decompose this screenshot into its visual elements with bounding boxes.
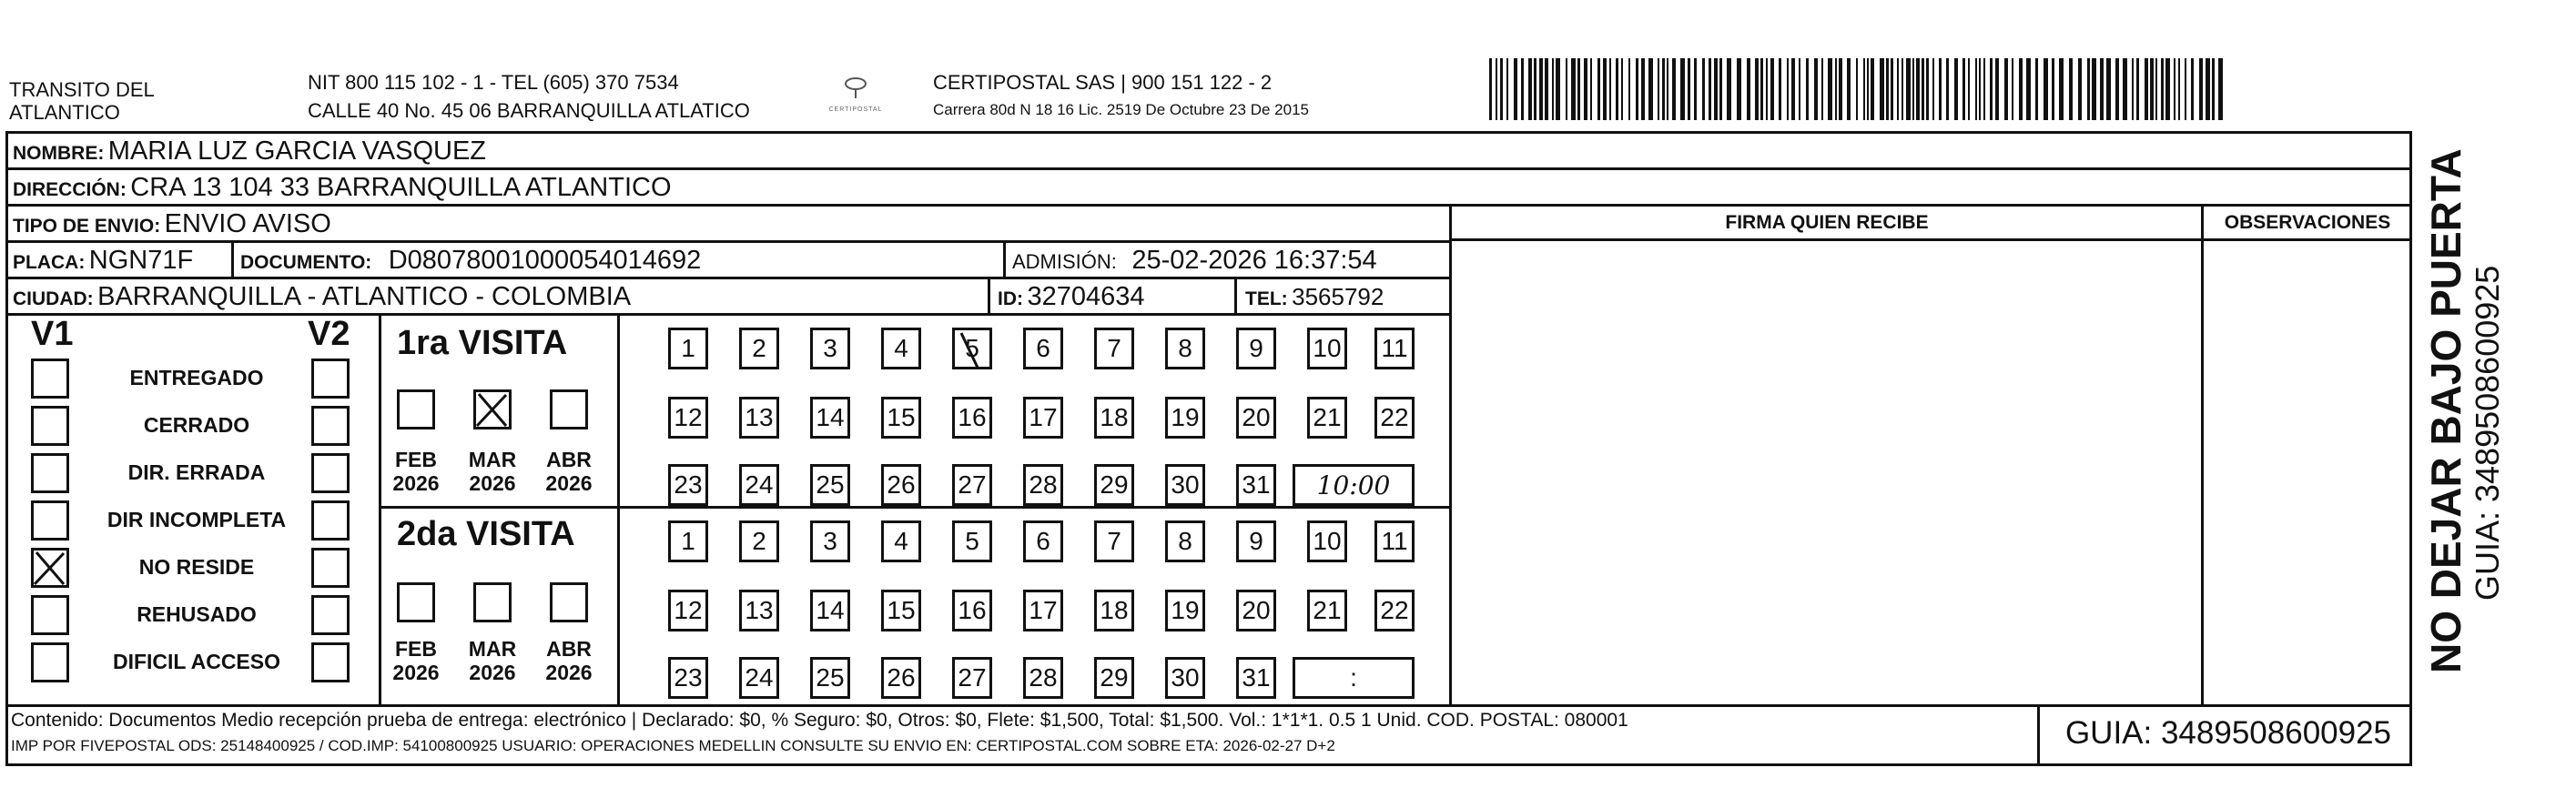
- month-year: 2026: [392, 661, 440, 684]
- barcode-bar: [1916, 58, 1920, 120]
- month-checkbox[interactable]: [473, 582, 512, 622]
- barcode-bar: [2136, 58, 2139, 120]
- month-checkbox[interactable]: [397, 389, 435, 429]
- barcode-bar: [1489, 58, 1492, 120]
- firma-header: [1453, 207, 2201, 239]
- barcode-bar: [1939, 58, 1942, 120]
- barcode-bar: [2206, 58, 2210, 120]
- documento-cell: [235, 243, 701, 278]
- sender-line-2: ATLANTICO: [9, 101, 120, 124]
- day-box[interactable]: 19: [1165, 397, 1205, 439]
- day-box[interactable]: 29: [1094, 657, 1134, 699]
- barcode-bar: [1891, 58, 1893, 120]
- day-box[interactable]: 31: [1236, 657, 1276, 699]
- x-mark-icon: [473, 389, 512, 429]
- barcode-bar: [2069, 58, 2073, 120]
- divider: [1003, 240, 1006, 278]
- divider: [379, 313, 381, 706]
- company-line: CERTIPOSTAL SAS | 900 151 122 - 2: [933, 71, 1273, 94]
- certipostal-logo: [817, 75, 894, 120]
- barcode-bar: [2026, 58, 2031, 120]
- first-visit-title: 1ra VISITA: [397, 324, 568, 362]
- tel-cell: [1240, 279, 1384, 314]
- barcode-bar: [2044, 58, 2048, 120]
- barcode-bar: [1545, 58, 1548, 120]
- barcode-bar: [1636, 58, 1638, 120]
- month-year: 2026: [545, 661, 593, 684]
- barcode-bar: [1990, 58, 1993, 120]
- nombre-value: MARIA LUZ GARCIA VASQUEZ: [107, 136, 486, 166]
- barcode-bar: [1667, 58, 1668, 120]
- day-box[interactable]: 5: [952, 328, 992, 369]
- time-value: :: [1350, 663, 1357, 692]
- day-box[interactable]: 2: [739, 328, 779, 369]
- barcode-bar: [1552, 58, 1554, 120]
- day-box[interactable]: 20: [1236, 590, 1276, 631]
- divider: [379, 506, 1451, 509]
- barcode-bar: [1737, 58, 1741, 120]
- logo-text: CERTIPOSTAL: [828, 106, 883, 113]
- sender-address: CALLE 40 No. 45 06 BARRANQUILLA ATLATICO: [308, 99, 750, 122]
- barcode-bar: [1968, 58, 1970, 120]
- strike-mark-icon: [952, 328, 992, 369]
- direccion-value: CRA 13 104 33 BARRANQUILLA ATLANTICO: [130, 173, 672, 202]
- barcode-bar: [1709, 58, 1711, 120]
- day-box[interactable]: 14: [810, 590, 850, 631]
- v1-checkbox[interactable]: [31, 359, 69, 399]
- status-label: REHUSADO: [137, 602, 257, 626]
- day-box[interactable]: 29: [1094, 464, 1134, 506]
- v1-checkbox[interactable]: [31, 595, 69, 635]
- barcode-bar: [1779, 58, 1781, 120]
- barcode-bar: [1814, 58, 1818, 120]
- day-box[interactable]: 16: [952, 590, 992, 631]
- barcode-bar: [1727, 58, 1731, 120]
- barcode-bar: [1514, 58, 1517, 120]
- divider: [231, 240, 234, 278]
- divider: [1234, 277, 1237, 315]
- v1-checkbox[interactable]: [31, 453, 69, 493]
- barcode-bar: [1534, 58, 1536, 120]
- v2-checkbox[interactable]: [311, 548, 350, 588]
- tel-value: 3565792: [1292, 283, 1384, 310]
- barcode-bar: [2092, 58, 2096, 120]
- day-box[interactable]: 21: [1307, 397, 1347, 439]
- month-name: MAR: [468, 448, 517, 471]
- barcode-bar: [2132, 58, 2134, 120]
- day-box[interactable]: 27: [952, 464, 992, 506]
- barcode-bar: [2059, 58, 2064, 120]
- side-guia: GUIA: 3489508600925: [2469, 265, 2506, 601]
- barcode-bar: [1571, 58, 1576, 120]
- day-box[interactable]: 1: [668, 328, 708, 369]
- day-box[interactable]: 20: [1236, 397, 1276, 439]
- barcode-bar: [1766, 58, 1768, 120]
- footer-guia: GUIA: 3489508600925: [2064, 715, 2392, 751]
- v1-checkbox[interactable]: [31, 500, 69, 540]
- month-label: [387, 637, 445, 684]
- barcode-bar: [1871, 58, 1874, 120]
- barcode-bar: [1806, 58, 1809, 120]
- imp-line: IMP POR FIVEPOSTAL ODS: 25148400925 / COD.IMP: 54100800925 USUARIO: OPERACIONES MEDELLIN CONSULTE SU ENVIO EN: CERTIPOSTAL.COM SOBRE ETA: 2026-02-27 D+2: [11, 737, 1335, 754]
- barcode-bar: [2174, 58, 2175, 120]
- nombre-label: NOMBRE:: [13, 143, 105, 164]
- day-box[interactable]: 31: [1236, 464, 1276, 506]
- v2-checkbox[interactable]: [311, 500, 350, 540]
- day-box[interactable]: 28: [1023, 464, 1063, 506]
- barcode-bar: [1597, 58, 1600, 120]
- barcode-bar: [2035, 58, 2038, 120]
- sender-nit: NIT 800 115 102 - 1 - TEL (605) 370 7534: [308, 71, 679, 94]
- barcode-bar: [1539, 58, 1543, 120]
- barcode-bar: [2212, 58, 2215, 120]
- tel-label: TEL:: [1245, 288, 1288, 309]
- barcode-bar: [1902, 58, 1903, 120]
- tipo-envio-row: [7, 207, 331, 241]
- placa-value: NGN71F: [88, 246, 194, 275]
- v1-checkbox[interactable]: [31, 642, 69, 682]
- day-box[interactable]: 13: [739, 397, 779, 439]
- direccion-row: [7, 170, 672, 205]
- v2-checkbox[interactable]: [311, 642, 350, 682]
- barcode-bar: [2078, 58, 2082, 120]
- barcode-bar: [1714, 58, 1718, 120]
- admision-label: ADMISIÓN:: [1012, 250, 1117, 273]
- month-name: FEB: [395, 637, 437, 661]
- day-box[interactable]: 26: [881, 464, 921, 506]
- barcode-bar: [1672, 58, 1676, 120]
- barcode-bar: [1787, 58, 1789, 120]
- barcode-bar: [2155, 58, 2157, 120]
- second-visit-title: 2da VISITA: [397, 515, 575, 553]
- divider: [2201, 204, 2204, 706]
- barcode-bar: [2218, 58, 2223, 120]
- barcode-bar: [2115, 58, 2119, 120]
- placa-cell: [7, 243, 193, 278]
- barcode-bar: [1496, 58, 1497, 120]
- sender-info: [308, 71, 750, 122]
- day-box[interactable]: 25: [810, 657, 850, 699]
- documento-label: DOCUMENTO:: [240, 252, 372, 273]
- barcode-bar: [1648, 58, 1653, 120]
- barcode-bar: [2165, 58, 2170, 120]
- placa-label: PLACA:: [13, 252, 86, 273]
- barcode-bar: [2185, 58, 2186, 120]
- month-label: [540, 637, 598, 684]
- barcode-bar: [1658, 58, 1659, 120]
- side-warning: NO DEJAR BAJO PUERTA: [2422, 148, 2470, 673]
- day-box[interactable]: 30: [1165, 657, 1205, 699]
- barcode-bar: [1926, 58, 1929, 120]
- admision-value: 25-02-2026 16:37:54: [1131, 246, 1377, 275]
- contenido-line: Contenido: Documentos Medio recepción prueba de entrega: electrónico | Declarado: $0, % Seguro: $0, Otros: $0, Flete: $1,500, Total: $1,500. Vol.: 1*1*1. 0.5 1 Unid. COD. POSTAL: 080001: [11, 710, 1628, 731]
- status-label: ENTREGADO: [129, 366, 264, 389]
- barcode-bar: [2191, 58, 2194, 120]
- time-box[interactable]: [1293, 464, 1415, 506]
- day-box[interactable]: 23: [668, 657, 708, 699]
- tipo-envio-value: ENVIO AVISO: [164, 209, 331, 238]
- day-box[interactable]: 18: [1094, 590, 1134, 631]
- barcode-bar: [1867, 58, 1869, 120]
- tipo-envio-label: TIPO DE ENVIO:: [13, 216, 161, 237]
- barcode-bar: [1995, 58, 1999, 120]
- barcode-bar: [1954, 58, 1958, 120]
- barcode-bar: [2161, 58, 2164, 120]
- day-box[interactable]: 4: [881, 328, 921, 369]
- barcode-bar: [1880, 58, 1884, 120]
- barcode-bar: [2123, 58, 2127, 120]
- barcode-bar: [1662, 58, 1665, 120]
- day-box[interactable]: 14: [810, 397, 850, 439]
- barcode-bar: [1680, 58, 1685, 120]
- day-box[interactable]: 6: [1023, 520, 1063, 562]
- barcode-bar: [1584, 58, 1587, 120]
- barcode-bar: [1932, 58, 1934, 120]
- barcode-bar: [1847, 58, 1851, 120]
- v2-checkbox[interactable]: [311, 359, 350, 399]
- day-box[interactable]: 22: [1374, 397, 1415, 439]
- day-box[interactable]: 15: [881, 397, 921, 439]
- day-box[interactable]: 24: [739, 464, 779, 506]
- barcode-bar: [1856, 58, 1858, 120]
- month-label: [387, 448, 445, 495]
- ciudad-label: CIUDAD:: [13, 288, 94, 309]
- divider: [988, 277, 990, 315]
- status-label: DIR. ERRADA: [127, 460, 266, 484]
- barcode-bar: [1577, 58, 1580, 120]
- documento-value: D08078001000054014692: [388, 246, 702, 275]
- barcode-bar: [1521, 58, 1524, 120]
- divider: [5, 704, 2412, 707]
- day-box[interactable]: 17: [1023, 590, 1063, 631]
- barcode-bar: [1906, 58, 1911, 120]
- barcode-bar: [1621, 58, 1623, 120]
- day-box[interactable]: 13: [739, 590, 779, 631]
- barcode-bar: [1835, 58, 1837, 120]
- day-box[interactable]: 22: [1374, 590, 1415, 631]
- barcode-bar: [1828, 58, 1832, 120]
- barcode-bar: [2087, 58, 2090, 120]
- day-box[interactable]: 3: [810, 520, 850, 562]
- barcode: [1489, 58, 2228, 120]
- barcode-bar: [1603, 58, 1607, 120]
- barcode-bar: [2100, 58, 2104, 120]
- sender-line-1: TRANSITO DEL: [9, 78, 155, 101]
- day-box[interactable]: 6: [1023, 328, 1063, 369]
- barcode-bar: [1702, 58, 1705, 120]
- barcode-bar: [2106, 58, 2111, 120]
- month-checkbox[interactable]: [550, 389, 588, 429]
- day-box[interactable]: 7: [1094, 520, 1134, 562]
- barcode-bar: [1506, 58, 1508, 120]
- direccion-label: DIRECCIÓN:: [13, 179, 127, 200]
- barcode-bar: [2052, 58, 2054, 120]
- id-cell: [992, 279, 1144, 314]
- month-year: 2026: [469, 661, 516, 684]
- month-checkbox[interactable]: [397, 582, 435, 622]
- divider: [1449, 204, 1452, 706]
- day-box[interactable]: 19: [1165, 590, 1205, 631]
- day-box[interactable]: 18: [1094, 397, 1134, 439]
- v2-checkbox[interactable]: [311, 453, 350, 493]
- time-value: 10:00: [1316, 470, 1391, 500]
- barcode-bar: [2019, 58, 2023, 120]
- day-box[interactable]: 21: [1307, 590, 1347, 631]
- barcode-bar: [2178, 58, 2180, 120]
- day-box[interactable]: 27: [952, 657, 992, 699]
- day-box[interactable]: 28: [1023, 657, 1063, 699]
- barcode-bar: [1500, 58, 1503, 120]
- day-box[interactable]: 8: [1165, 328, 1205, 369]
- status-label: NO RESIDE: [138, 555, 255, 579]
- barcode-bar: [1962, 58, 1965, 120]
- barcode-bar: [1821, 58, 1823, 120]
- barcode-bar: [2004, 58, 2008, 120]
- barcode-bar: [1897, 58, 1899, 120]
- status-label: DIR INCOMPLETA: [106, 508, 287, 531]
- barcode-bar: [1694, 58, 1697, 120]
- barcode-bar: [1688, 58, 1690, 120]
- barcode-bar: [1863, 58, 1865, 120]
- v1-checkbox[interactable]: [31, 406, 69, 446]
- month-label: [463, 448, 522, 495]
- month-year: 2026: [392, 471, 440, 495]
- divider: [617, 313, 620, 706]
- day-box[interactable]: 16: [952, 397, 992, 439]
- day-box[interactable]: 15: [881, 590, 921, 631]
- id-label: ID:: [998, 288, 1023, 309]
- barcode-bar: [1922, 58, 1924, 120]
- barcode-bar: [1975, 58, 1977, 120]
- month-label: [540, 448, 598, 495]
- barcode-bar: [1566, 58, 1567, 120]
- barcode-bar: [1912, 58, 1914, 120]
- barcode-bar: [1719, 58, 1722, 120]
- barcode-bar: [1556, 58, 1560, 120]
- id-value: 32704634: [1027, 282, 1145, 311]
- barcode-bar: [1839, 58, 1842, 120]
- barcode-bar: [1755, 58, 1759, 120]
- month-label: [463, 637, 522, 684]
- barcode-bar: [1760, 58, 1763, 120]
- barcode-bar: [1528, 58, 1532, 120]
- month-name: FEB: [395, 448, 437, 471]
- month-name: MAR: [468, 637, 517, 661]
- x-mark-icon: [31, 548, 69, 588]
- barcode-bar: [1770, 58, 1774, 120]
- month-checkbox[interactable]: [473, 389, 512, 429]
- barcode-bar: [1747, 58, 1750, 120]
- day-box[interactable]: 9: [1236, 520, 1276, 562]
- month-name: ABR: [546, 448, 592, 471]
- nombre-row: [7, 134, 486, 168]
- day-box[interactable]: 23: [668, 464, 708, 506]
- day-box[interactable]: 10: [1307, 328, 1347, 369]
- barcode-bar: [1979, 58, 1981, 120]
- barcode-bar: [1886, 58, 1889, 120]
- barcode-bar: [2199, 58, 2203, 120]
- day-box[interactable]: 3: [810, 328, 850, 369]
- ciudad-cell: [7, 279, 631, 314]
- ciudad-value: BARRANQUILLA - ATLANTICO - COLOMBIA: [97, 282, 632, 311]
- v1-checkbox[interactable]: [31, 548, 69, 588]
- day-box[interactable]: 2: [739, 520, 779, 562]
- day-box[interactable]: 11: [1374, 520, 1415, 562]
- v2-heading: V2: [308, 315, 350, 353]
- day-box[interactable]: 10: [1307, 520, 1347, 562]
- v2-checkbox[interactable]: [311, 406, 350, 446]
- barcode-bar: [1946, 58, 1949, 120]
- day-box[interactable]: 1: [668, 520, 708, 562]
- day-box[interactable]: 24: [739, 657, 779, 699]
- day-box[interactable]: 12: [668, 590, 708, 631]
- day-box[interactable]: 25: [810, 464, 850, 506]
- admision-cell: [1007, 243, 1377, 278]
- month-year: 2026: [469, 471, 516, 495]
- barcode-bar: [1616, 58, 1618, 120]
- company-info: [933, 71, 1309, 119]
- day-box[interactable]: 17: [1023, 397, 1063, 439]
- barcode-bar: [1590, 58, 1592, 120]
- barcode-bar: [1983, 58, 1985, 120]
- day-box[interactable]: 4: [881, 520, 921, 562]
- v1-heading: V1: [31, 315, 74, 353]
- day-box[interactable]: 9: [1236, 328, 1276, 369]
- month-year: 2026: [545, 471, 593, 495]
- v2-checkbox[interactable]: [311, 595, 350, 635]
- barcode-bar: [1609, 58, 1611, 120]
- observaciones-label: OBSERVACIONES: [2224, 212, 2391, 233]
- logo-icon: [837, 75, 874, 102]
- divider: [2037, 704, 2040, 766]
- month-checkbox[interactable]: [550, 582, 588, 622]
- month-name: ABR: [546, 637, 592, 661]
- day-box[interactable]: 12: [668, 397, 708, 439]
- day-box[interactable]: 5: [952, 520, 992, 562]
- barcode-bar: [2012, 58, 2013, 120]
- day-box[interactable]: 26: [881, 657, 921, 699]
- barcode-bar: [1641, 58, 1645, 120]
- day-box[interactable]: 7: [1094, 328, 1134, 369]
- day-box[interactable]: 30: [1165, 464, 1205, 506]
- barcode-bar: [1799, 58, 1800, 120]
- observaciones-header: [2204, 207, 2411, 239]
- firma-label: FIRMA QUIEN RECIBE: [1725, 212, 1929, 233]
- barcode-bar: [1628, 58, 1630, 120]
- barcode-bar: [1791, 58, 1795, 120]
- status-label: DIFICIL ACCESO: [112, 650, 280, 673]
- day-box[interactable]: 11: [1374, 328, 1415, 369]
- barcode-bar: [2150, 58, 2154, 120]
- status-label: CERRADO: [143, 413, 250, 437]
- barcode-bar: [2145, 58, 2148, 120]
- company-address: Carrera 80d N 18 16 Lic. 2519 De Octubre 23 De 2015: [933, 101, 1309, 118]
- sender-name: [9, 78, 155, 124]
- time-box[interactable]: [1293, 657, 1415, 699]
- day-box[interactable]: 8: [1165, 520, 1205, 562]
